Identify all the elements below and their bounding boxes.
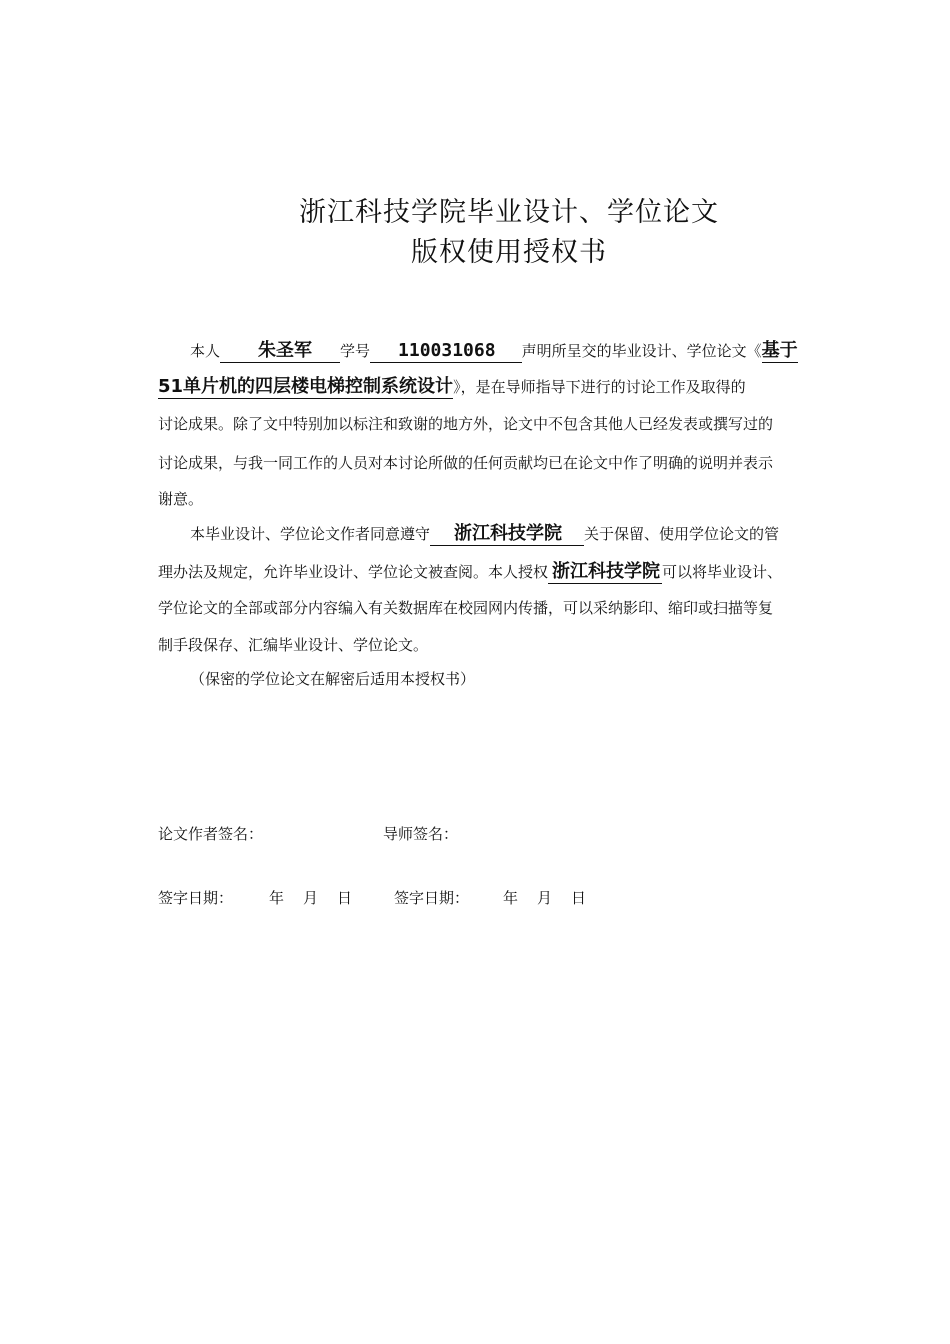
declaration-line-1 xyxy=(190,339,798,363)
authorization-line-3: 学位论文的全部或部分内容编入有关数据库在校园网内传播，可以采纳影印、缩印或扫描等复 xyxy=(158,599,774,617)
declaration-line-3: 讨论成果。除了文中特别加以标注和致谢的地方外，论文中不包含其他人已经发表或撰写过的 xyxy=(158,415,774,433)
student-id-field: 110031068 xyxy=(370,340,522,363)
text-segment: 关于保留、使用学位论文的管 xyxy=(584,525,780,543)
declaration-line-4: 讨论成果，与我一同工作的人员对本讨论所做的任何贡献均已在论文中作了明确的说明并表示 xyxy=(158,454,774,472)
text-segment: 理办法及规定，允许毕业设计、学位论文被查阅。本人授权 xyxy=(158,563,549,581)
advisor-date-month: 月 xyxy=(537,889,553,907)
text-segment: 声明所呈交的毕业设计、学位论文《 xyxy=(521,342,762,360)
author-signature-label: 论文作者签名： xyxy=(158,825,264,843)
confidentiality-note: （保密的学位论文在解密后适用本授权书） xyxy=(190,670,476,688)
text-segment: 本毕业设计、学位论文作者同意遵守 xyxy=(190,525,431,543)
author-date-year: 年 xyxy=(269,889,285,907)
document-title-line1: 浙江科技学院毕业设计、学位论文 xyxy=(299,197,719,228)
advisor-date-day: 日 xyxy=(571,889,587,907)
text-segment: 》，是在导师指导下进行的讨论工作及取得的 xyxy=(453,378,746,396)
author-date-month: 月 xyxy=(303,889,319,907)
advisor-signature-label: 导师签名： xyxy=(383,825,459,843)
text-segment: 可以将毕业设计、 xyxy=(662,563,783,581)
document-title-line2: 版权使用授权书 xyxy=(411,237,607,268)
authorization-line-4: 制手段保存、汇编毕业设计、学位论文。 xyxy=(158,636,429,654)
declaration-line-5: 谢意。 xyxy=(158,490,204,508)
authorization-line-2 xyxy=(158,560,782,584)
institution-field-2: 浙江科技学院 xyxy=(548,561,662,584)
text-segment: 本人 xyxy=(190,342,221,360)
author-date-label: 签字日期： xyxy=(158,889,234,907)
advisor-date-year: 年 xyxy=(503,889,519,907)
advisor-date-label: 签字日期： xyxy=(394,889,470,907)
declaration-line-2 xyxy=(158,375,746,399)
author-date-day: 日 xyxy=(337,889,353,907)
thesis-title-part1: 基于 xyxy=(761,340,798,361)
text-segment: 学号 xyxy=(340,342,371,360)
institution-field-1: 浙江科技学院 xyxy=(430,523,584,546)
authorization-line-1 xyxy=(190,522,779,546)
thesis-title-part2: 51单片机的四层楼电梯控制系统设计 xyxy=(158,376,454,397)
author-name-field: 朱圣军 xyxy=(220,340,340,363)
